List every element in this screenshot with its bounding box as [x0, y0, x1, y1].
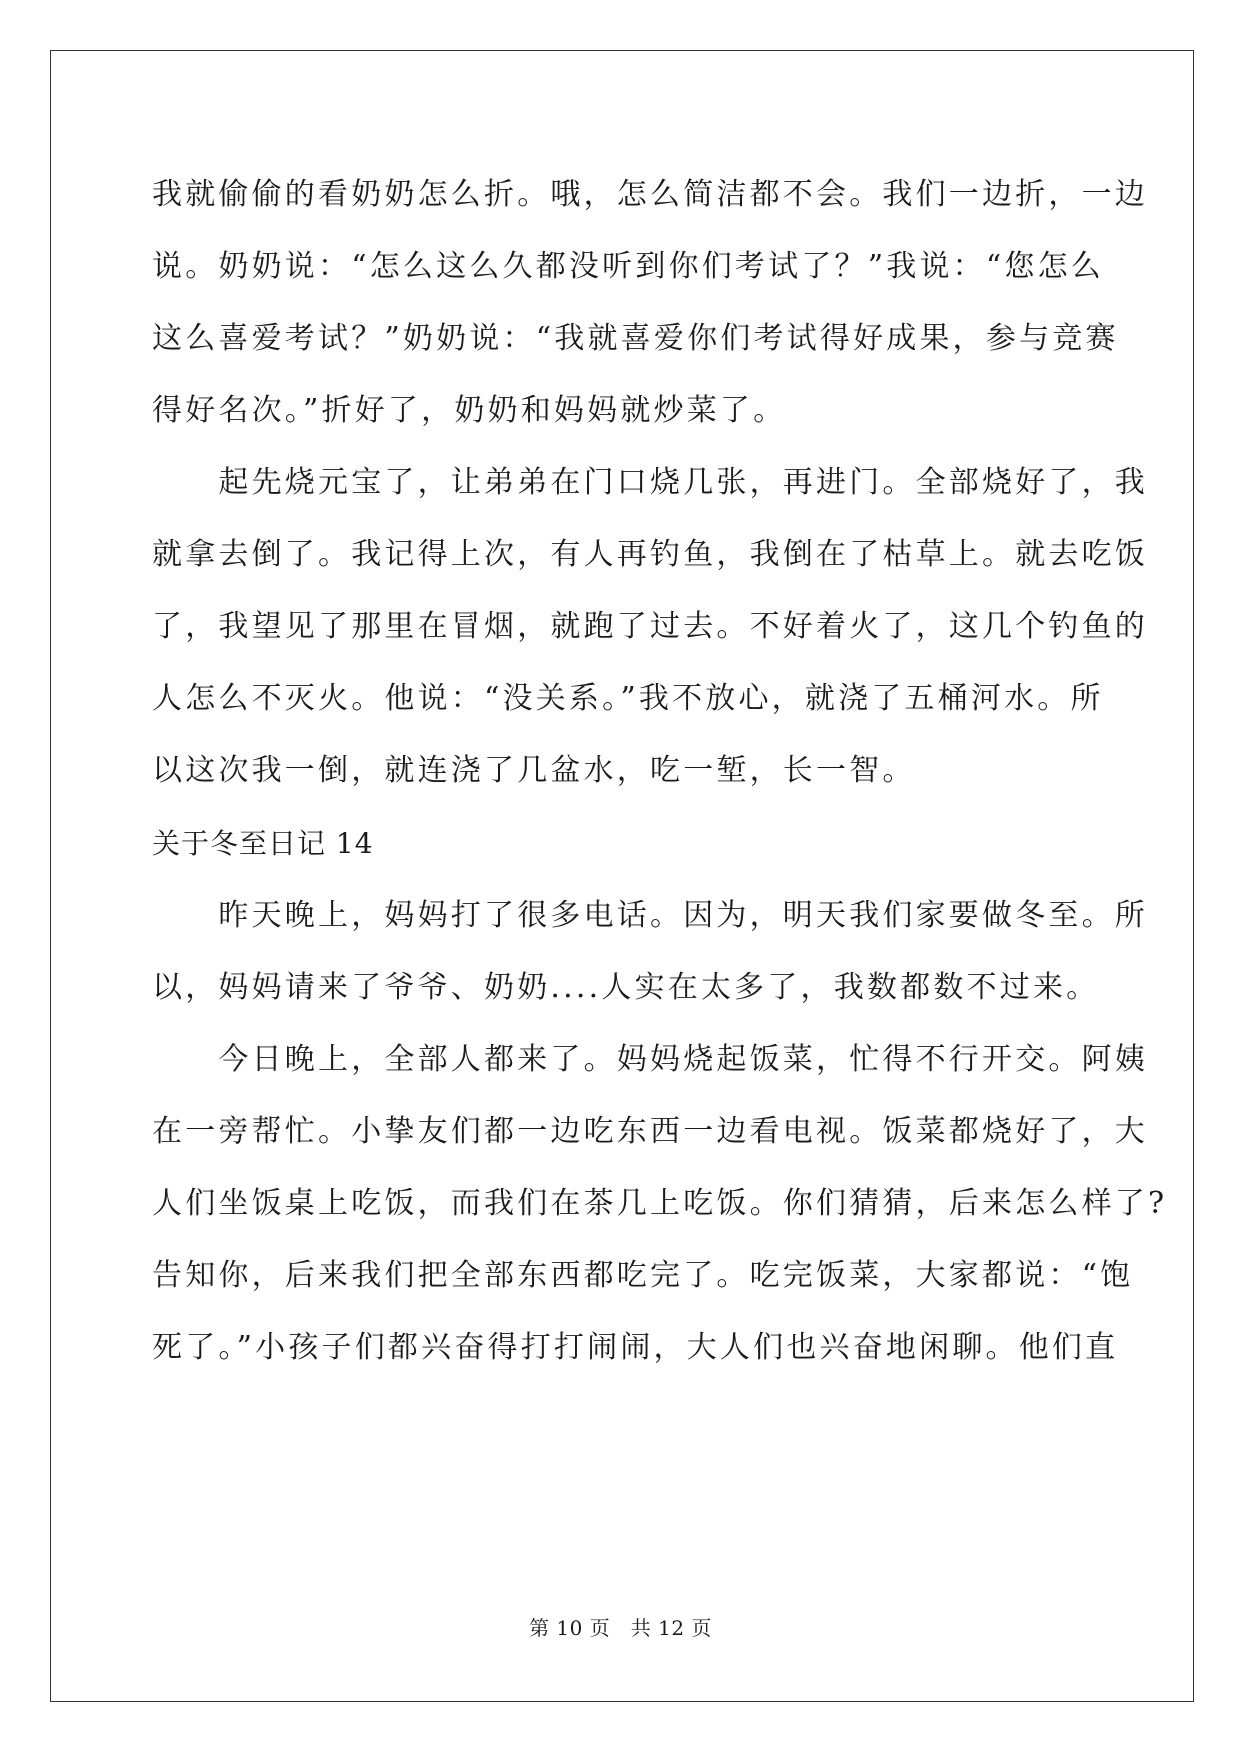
text-line: 以，妈妈请来了爷爷、奶奶....人实在太多了，我数都数不过来。	[152, 970, 1100, 1005]
text-line: 昨天晚上，妈妈打了很多电话。因为，明天我们家要做冬至。所	[152, 898, 1148, 933]
text-line: 今日晚上，全部人都来了。妈妈烧起饭菜，忙得不行开交。阿姨	[152, 1042, 1148, 1077]
text-line: 告知你，后来我们把全部东西都吃完了。吃完饭菜，大家都说：“饱	[152, 1258, 1134, 1293]
text-line: 说。奶奶说：“怎么这么久都没听到你们考试了？”我说：“您怎么	[152, 249, 1105, 284]
text-line: 死了。”小孩子们都兴奋得打打闹闹，大人们也兴奋地闲聊。他们直	[152, 1330, 1119, 1365]
text-line: 起先烧元宝了，让弟弟在门口烧几张，再进门。全部烧好了，我	[152, 465, 1148, 500]
text-line: 人怎么不灭火。他说：“没关系。”我不放心，就浇了五桶河水。所	[152, 681, 1104, 716]
text-line: 得好名次。”折好了，奶奶和妈妈就炒菜了。	[152, 393, 787, 428]
text-line: 我就偷偷的看奶奶怎么折。哦，怎么简洁都不会。我们一边折，一边	[152, 177, 1148, 212]
text-line: 了，我望见了那里在冒烟，就跑了过去。不好着火了，这几个钓鱼的	[152, 609, 1148, 644]
section-heading: 关于冬至日记 14	[152, 827, 374, 860]
text-line: 就拿去倒了。我记得上次，有人再钓鱼，我倒在了枯草上。就去吃饭	[152, 537, 1148, 572]
text-line: 以这次我一倒，就连浇了几盆水，吃一堑，长一智。	[152, 753, 916, 788]
text-line: 在一旁帮忙。小挚友们都一边吃东西一边看电视。饭菜都烧好了，大	[152, 1114, 1148, 1149]
text-line: 人们坐饭桌上吃饭，而我们在茶几上吃饭。你们猜猜，后来怎么样了?	[152, 1186, 1168, 1221]
page-border	[50, 50, 1194, 1702]
text-line: 这么喜爱考试？”奶奶说：“我就喜爱你们考试得好成果，参与竞赛	[152, 321, 1119, 356]
page-footer: 第 10 页 共 12 页	[529, 1616, 712, 1640]
